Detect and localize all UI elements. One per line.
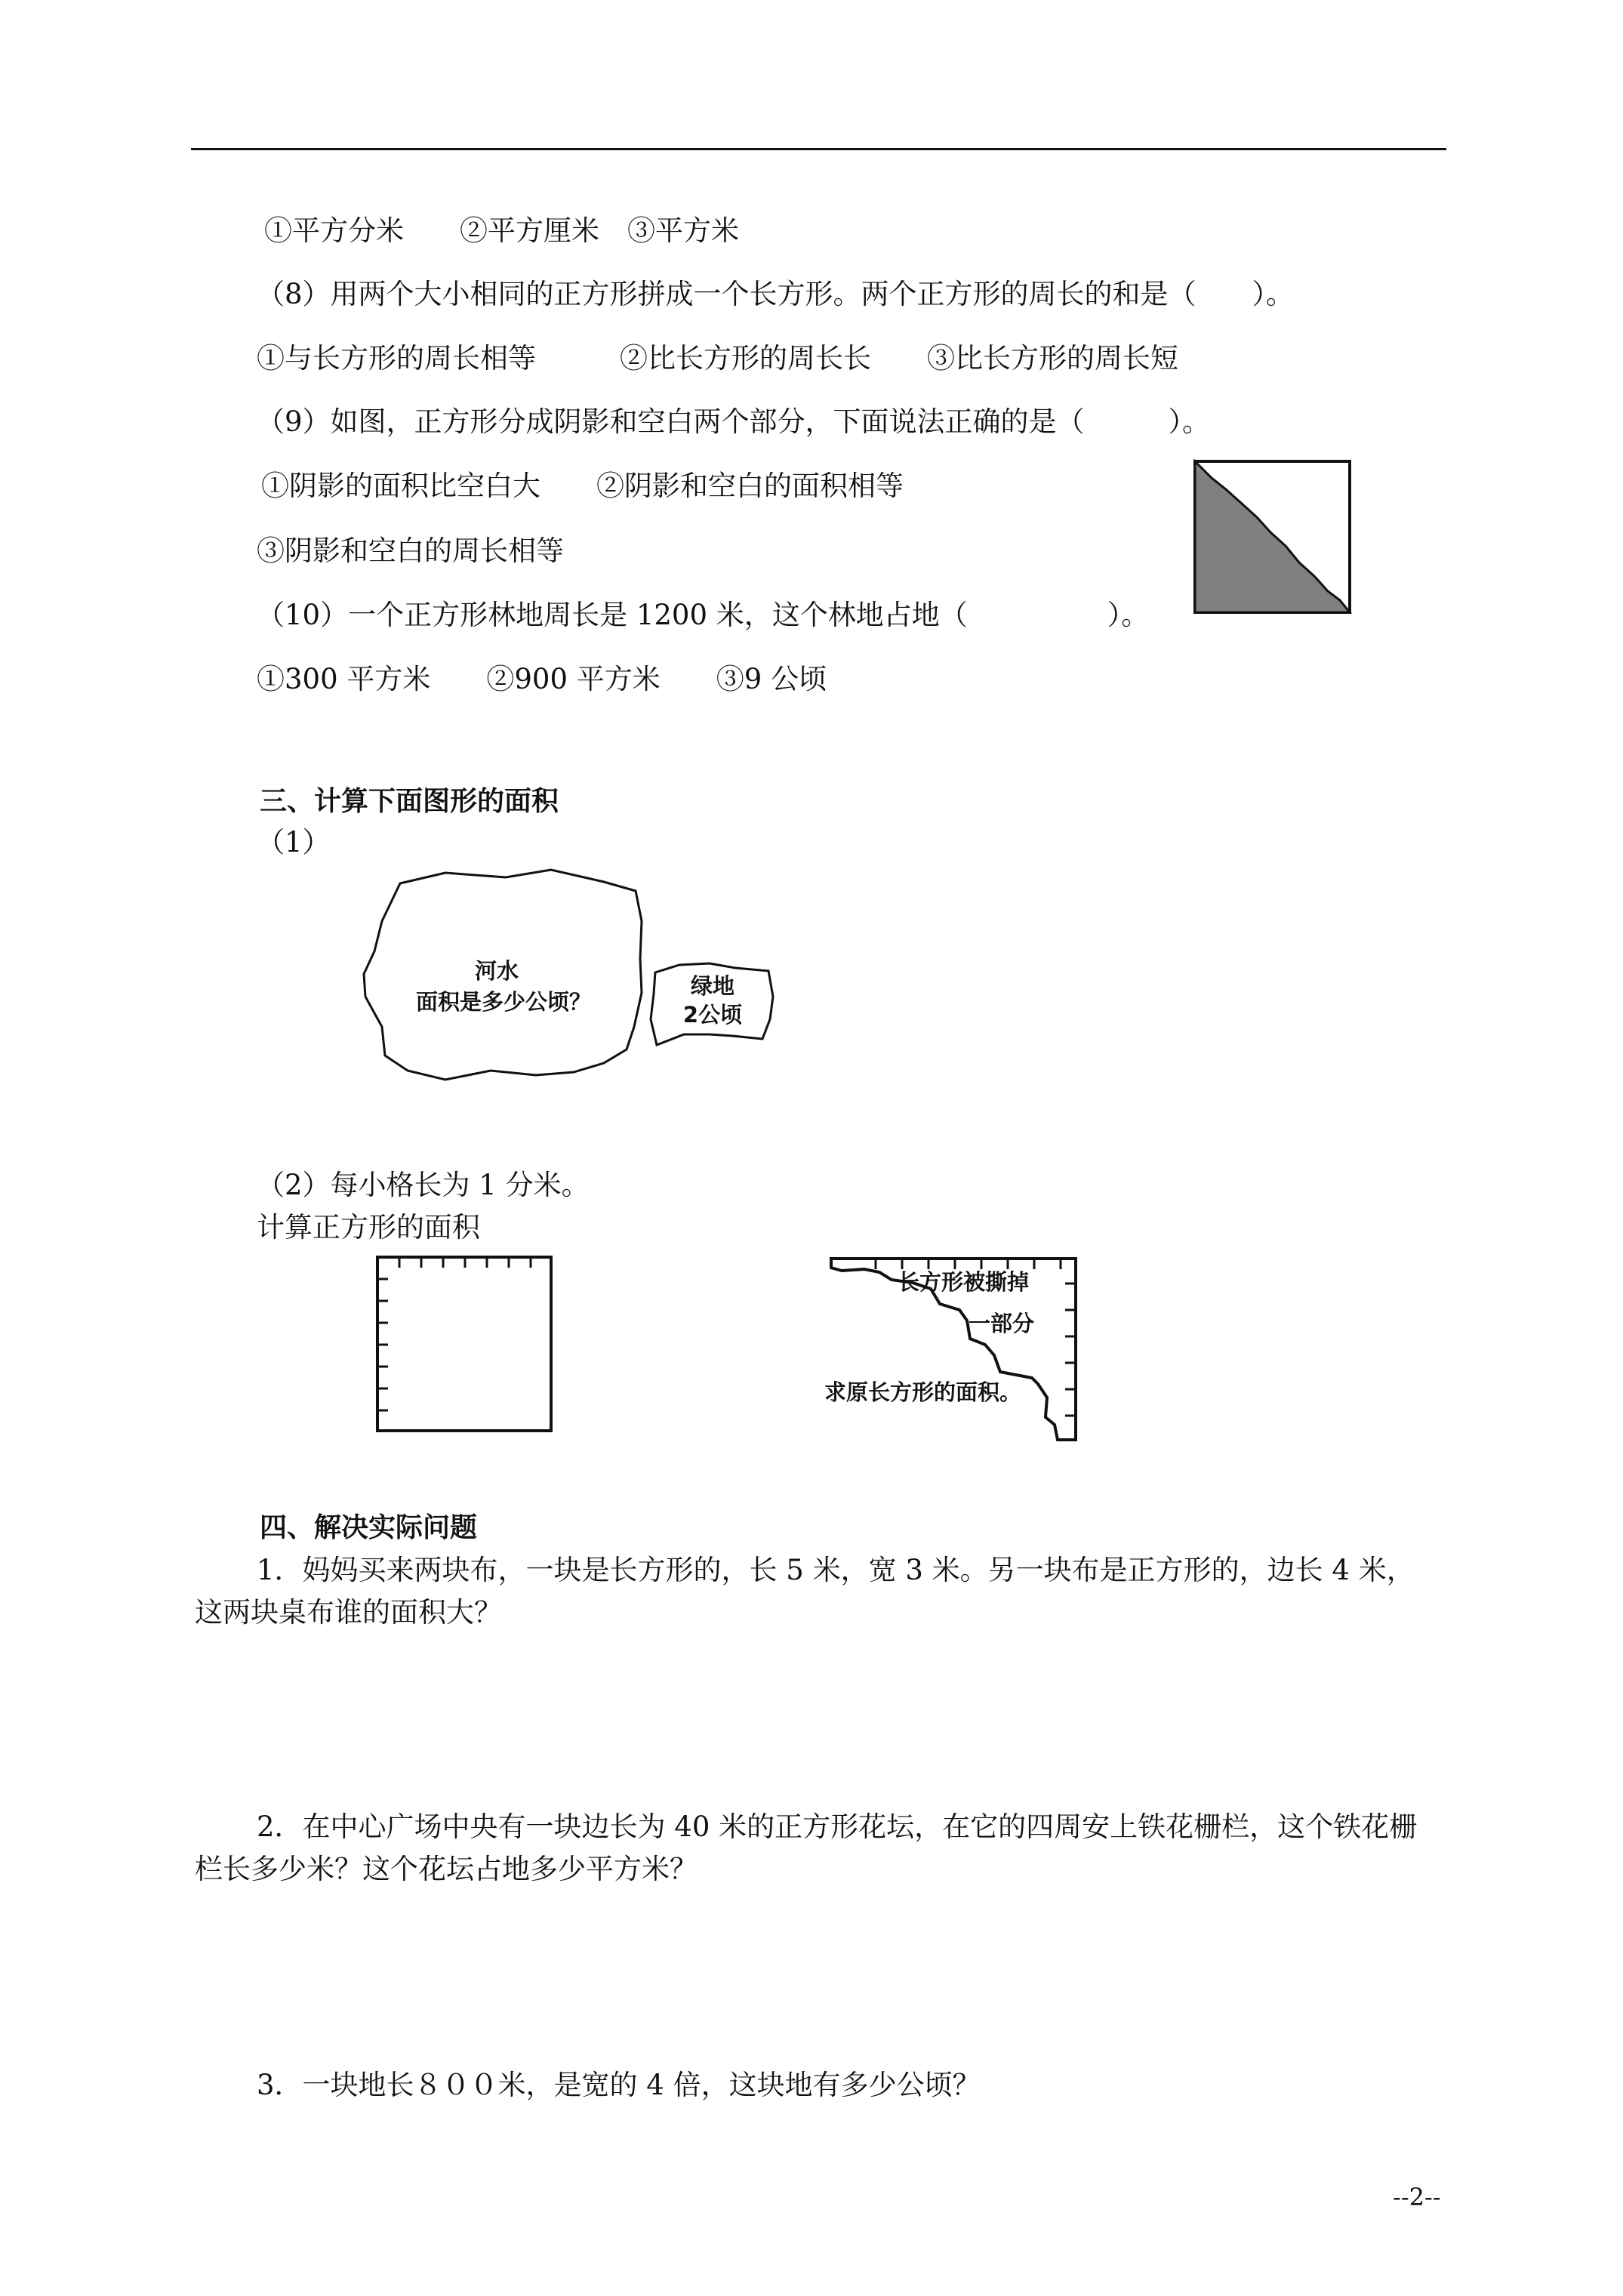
q8-options: ①与长方形的周长相等 ②比长方形的周长长 ③比长方形的周长短 [257,342,1178,374]
q9-shaded-square-figure [1189,457,1355,617]
problem1-line1: 1．妈妈买来两块布，一块是长方形的，长 5 米，宽 3 米。另一块布是正方形的，边长 4 米， [257,1554,1415,1586]
torn-label-line3: 求原长方形的面积。 [824,1379,1022,1405]
torn-label-line2: 一部分 [969,1311,1035,1336]
problem1-line2: 这两块桌布谁的面积大？ [195,1596,502,1629]
page-number: --2-- [1393,2183,1441,2211]
header-rule [191,148,1446,150]
river-label-line1: 河水 [474,958,519,984]
problem3-line1: 3．一块地长８００米，是宽的 4 倍，这块地有多少公顷？ [257,2069,981,2101]
q9-options-line2: ③阴影和空白的周长相等 [257,535,564,567]
section3-part1-label: （1） [257,826,331,858]
section3-part2-subtitle: 计算正方形的面积 [257,1211,480,1244]
section3-part2-label: （2）每小格长为 1 分米。 [257,1169,590,1201]
square-grid-figure [370,1250,566,1442]
q10-options: ①300 平方米 ②900 平方米 ③9 公顷 [257,663,827,695]
greenland-label-line1: 绿地 [690,973,735,999]
q8-stem: （8）用两个大小相同的正方形拼成一个长方形。两个正方形的周长的和是（ ）。 [257,278,1295,310]
q7-options: ①平方分米 ②平方厘米 ③平方米 [264,214,739,247]
torn-rectangle-figure [819,1250,1091,1453]
torn-label-line1: 长方形被撕掉 [898,1269,1030,1295]
section3-title: 三、计算下面图形的面积 [260,786,559,817]
q10-stem: （10）一个正方形林地周长是 1200 米，这个林地占地（ ）。 [257,599,1150,631]
river-label-line2: 面积是多少公顷？ [415,989,592,1015]
q9-stem: （9）如图，正方形分成阴影和空白两个部分，下面说法正确的是（ ）。 [257,405,1211,438]
greenland-label-line2: 2公顷 [682,1002,743,1028]
section4-title: 四、解决实际问题 [260,1512,478,1543]
q9-options-line1: ①阴影的面积比空白大 ②阴影和空白的面积相等 [261,470,904,502]
problem2-line2: 栏长多少米？这个花坛占地多少平方米？ [195,1853,698,1885]
river-greenland-figure [355,861,793,1110]
problem2-line1: 2．在中心广场中央有一块边长为 40 米的正方形花坛，在它的四周安上铁花栅栏，这个铁花栅 [257,1811,1418,1843]
